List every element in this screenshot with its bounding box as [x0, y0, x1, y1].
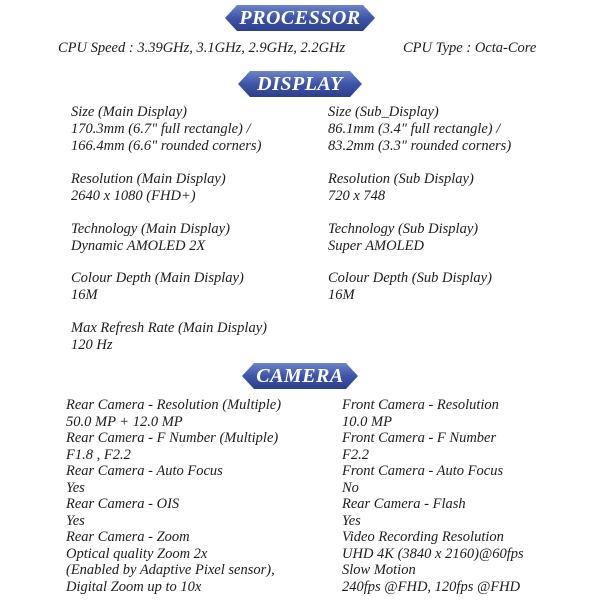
camera-title: CAMERA [256, 364, 344, 387]
spec-value: 16M [71, 287, 98, 303]
spec-value: 50.0 MP + 12.0 MP [66, 414, 183, 430]
spec-value: (Enabled by Adaptive Pixel sensor), [66, 562, 275, 578]
spec-label: Rear Camera - Auto Focus [66, 463, 223, 479]
camera-banner [242, 363, 358, 389]
processor-title: PROCESSOR [239, 6, 361, 29]
spec-value: 83.2mm (3.3" rounded corners) [328, 138, 512, 154]
spec-label: Resolution (Main Display) [71, 171, 226, 187]
spec-value: Optical quality Zoom 2x [66, 546, 208, 562]
spec-value: 86.1mm (3.4" full rectangle) / [328, 121, 501, 137]
spec-label: Max Refresh Rate (Main Display) [71, 320, 267, 336]
spec-value: F2.2 [342, 447, 369, 463]
spec-value: 10.0 MP [342, 414, 392, 430]
cpu-type: CPU Type : Octa-Core [403, 40, 537, 56]
spec-label: Technology (Main Display) [71, 221, 230, 237]
spec-value: 2640 x 1080 (FHD+) [71, 188, 196, 204]
processor-banner [225, 5, 375, 31]
display-title: DISPLAY [257, 72, 343, 95]
spec-label: Colour Depth (Sub Display) [328, 270, 492, 286]
spec-label: Front Camera - Resolution [342, 397, 499, 413]
spec-label: Size (Main Display) [71, 104, 187, 120]
spec-label: Technology (Sub Display) [328, 221, 479, 237]
spec-value: Yes [342, 513, 361, 529]
spec-value: Digital Zoom up to 10x [66, 579, 202, 595]
spec-label: Rear Camera - OIS [66, 496, 180, 512]
spec-label: Resolution (Sub Display) [328, 171, 474, 187]
spec-value: 240fps @FHD, 120fps @FHD [342, 579, 521, 595]
spec-value: 120 Hz [71, 337, 113, 353]
spec-value: 166.4mm (6.6" rounded corners) [71, 138, 262, 154]
spec-label: Rear Camera - Flash [342, 496, 466, 512]
spec-label: Slow Motion [342, 562, 416, 578]
spec-value: Dynamic AMOLED 2X [71, 238, 206, 254]
spec-value: 170.3mm (6.7" full rectangle) / [71, 121, 251, 137]
spec-label: Size (Sub_Display) [328, 104, 439, 120]
spec-label: Rear Camera - Zoom [66, 529, 190, 545]
spec-label: Front Camera - Auto Focus [342, 463, 504, 479]
spec-label: Rear Camera - F Number (Multiple) [66, 430, 279, 446]
cpu-speed: CPU Speed : 3.39GHz, 3.1GHz, 2.9GHz, 2.2GHz [58, 40, 346, 56]
spec-label: Front Camera - F Number [342, 430, 497, 446]
spec-label: Colour Depth (Main Display) [71, 270, 244, 286]
spec-value: No [342, 480, 359, 496]
spec-value: Super AMOLED [328, 238, 424, 254]
spec-value: 720 x 748 [328, 188, 386, 204]
display-banner [238, 71, 362, 97]
spec-value: 16M [328, 287, 355, 303]
spec-label: Video Recording Resolution [342, 529, 504, 545]
spec-value: Yes [66, 480, 85, 496]
spec-value: Yes [66, 513, 85, 529]
spec-value: UHD 4K (3840 x 2160)@60fps [342, 546, 524, 562]
spec-label: Rear Camera - Resolution (Multiple) [66, 397, 282, 413]
spec-value: F1.8 , F2.2 [66, 447, 131, 463]
